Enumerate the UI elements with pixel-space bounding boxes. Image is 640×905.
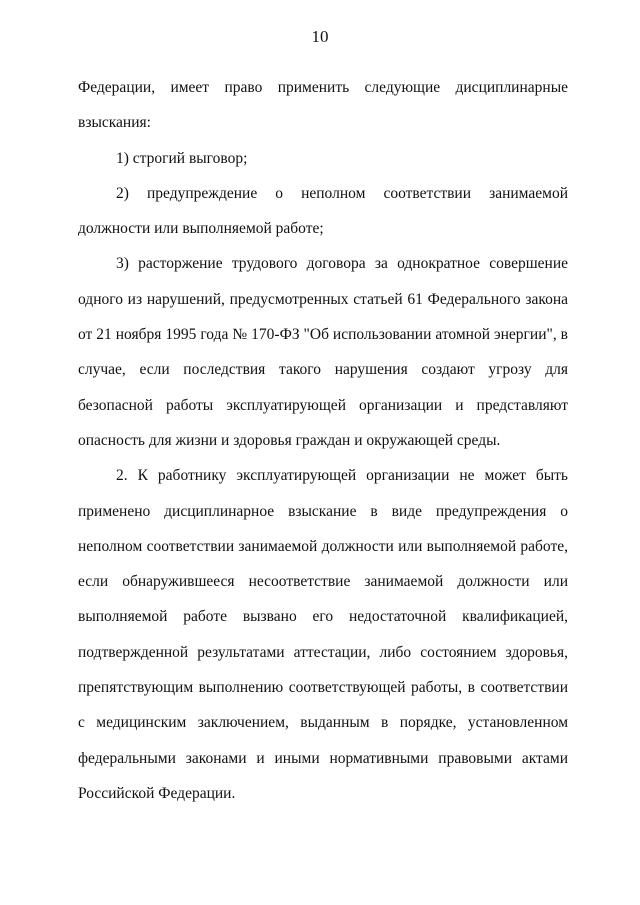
paragraph-clause-2: 2. К работнику эксплуатирующей организации не может быть применено дисциплинарное взыскание в виде предупреждения о неполном соответствии занимаемой должности или выполняемой работе, если обнаружившееся несоответствие занимаемой должности или выполняемой работе вызвано его недостаточной квалификацией, подтвержденной результатами аттестации, либо состоянием здоровья, препятствующим выполнению соответствующей работы, в соответствии с медицинским заключением, выданным в порядке, установленном федеральными законами и иными нормативными правовыми актами Российской Федерации. (78, 467, 568, 802)
page-number: 10 (311, 27, 329, 46)
document-body (78, 70, 568, 811)
list-item-termination: 3) расторжение трудового договора за однократное совершение одного из нарушений, предусмотренных статьей 61 Федерального закона от 21 ноября 1995 года № 170-ФЗ "Об использовании атомной энергии", в случае, если последствия такого нарушения создают угрозу для безопасной работы эксплуатирующей организации и представляют опасность для жизни и здоровья граждан и окружающей среды. (78, 255, 568, 449)
list-item-warning: 2) предупреждение о неполном соответствии занимаемой должности или выполняемой работе; (78, 184, 568, 238)
paragraph-continuation: Федерации, имеет право применить следующие дисциплинарные взыскания: (78, 79, 568, 132)
list-item-strict-reprimand: 1) строгий выговор; (116, 149, 248, 167)
